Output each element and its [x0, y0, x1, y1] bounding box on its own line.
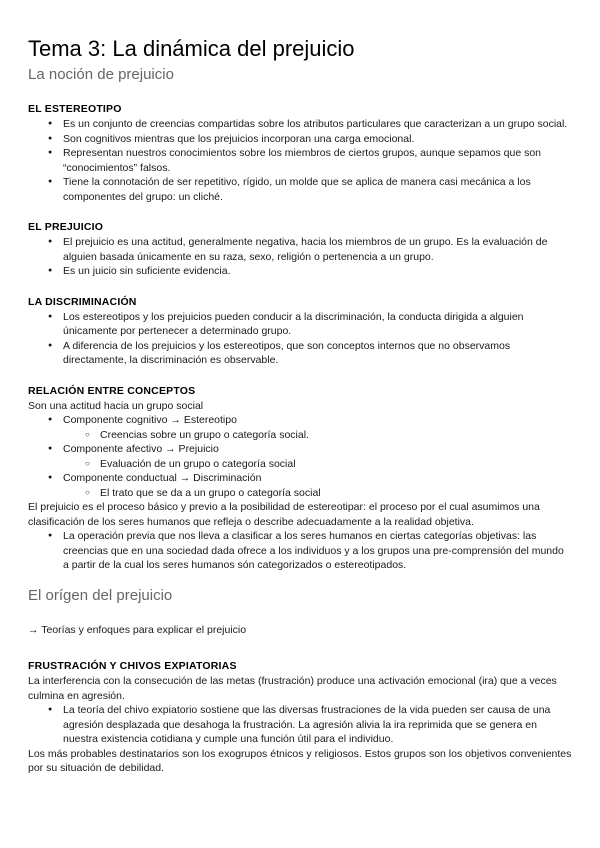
relacion-heading: RELACIÓN ENTRE CONCEPTOS	[28, 384, 196, 397]
list-item: ● Es un juicio sin suficiente evidencia.	[28, 264, 572, 279]
list-item: ● Componente cognitivo → Estereotipo	[28, 413, 572, 428]
sub-list-item: ○ Creencias sobre un grupo o categoría social.	[28, 428, 572, 443]
sub-list-item: ○ El trato que se da a un grupo o categoría social	[28, 486, 572, 501]
section-subtitle: La noción de prejuicio	[28, 66, 174, 83]
list-item: ● La operación previa que nos lleva a clasificar a los seres humanos en ciertas categorías objetivas: las creencias que en una sociedad dada ofrece a los individuos y a los grupos una pre-comprensión del mundo a partir de la cual los seres humanos són categorizados o estereotipados.	[28, 529, 572, 573]
estereotipo-heading: EL ESTEREOTIPO	[28, 103, 122, 115]
relacion-intro: Son una actitud hacia un grupo social	[28, 399, 204, 412]
origen-arrow-line: → Teorías y enfoques para explicar el prejuicio	[28, 623, 247, 636]
page-title: Tema 3: La dinámica del prejuicio	[28, 36, 355, 61]
estereotipo-list	[28, 117, 572, 204]
list-item: ● Representan nuestros conocimientos sobre los miembros de ciertos grupos, aunque sepamos que son “conocimientos” falsos.	[28, 146, 572, 175]
frustracion-heading: FRUSTRACIÓN Y CHIVOS EXPIATORIAS	[28, 660, 237, 672]
discriminacion-list	[28, 310, 572, 368]
list-item: ● El prejuicio es una actitud, generalmente negativa, hacia los miembros de un grupo. Es la evaluación de alguien basada únicamente en su raza, sexo, religión o pertenencia a un grupo.	[28, 235, 572, 264]
origen-subtitle: El orígen del prejuicio	[28, 586, 173, 604]
relacion-list	[28, 413, 572, 500]
list-item: ● Son cognitivos mientras que los prejuicios incorporan una carga emocional.	[28, 132, 572, 147]
discriminacion-heading: LA DISCRIMINACIÓN	[28, 295, 137, 308]
list-item: ● La teoría del chivo expiatorio sostiene que las diversas frustraciones de la vida pueden ser causa de una agresión desplazada que desahoga la frustración. La agresión alivia la ira reprimida que se genera en nuestra existencia cotidiana y cumple una función útil para el individuo.	[28, 703, 572, 747]
prejuicio-list	[28, 235, 572, 279]
frustracion-paragraph-1: La interferencia con la consecución de las metas (frustración) produce una activación emocional (ira) que a veces culmina en agresión.	[28, 675, 557, 702]
list-item: ● Tiene la connotación de ser repetitivo, rígido, un molde que se aplica de manera casi mecánica a los componentes del grupo: un cliché.	[28, 175, 572, 204]
relacion-bullet-list	[28, 529, 572, 573]
prejuicio-heading: EL PREJUICIO	[28, 221, 104, 233]
list-item: ● Es un conjunto de creencias compartidas sobre los atributos particulares que caracterizan a un grupo social.	[28, 117, 572, 132]
list-item: ● Componente conductual → Discriminación	[28, 471, 572, 486]
list-item: ● A diferencia de los prejuicios y los estereotipos, que son conceptos internos que no observamos directamente, la discriminación es observable.	[28, 339, 572, 368]
list-item: ● Los estereotipos y los prejuicios pueden conducir a la discriminación, la conducta dirigida a alguien únicamente por pertenecer a determinado grupo.	[28, 310, 572, 339]
frustracion-paragraph-2: Los más probables destinatarios son los exogrupos étnicos y religiosos. Estos grupos son los objetivos convenientes por su situación de debilidad.	[28, 747, 572, 774]
sub-list-item: ○ Evaluación de un grupo o categoría social	[28, 457, 572, 472]
relacion-paragraph: El prejuicio es el proceso básico y previo a la posibilidad de estereotipar: el proceso por el cual asumimos una clasificación de los seres humanos que refleja o describe adecuadamente a la realidad objetiva.	[28, 501, 540, 528]
frustracion-list	[28, 703, 572, 747]
list-item: ● Componente afectivo → Prejuicio	[28, 442, 572, 457]
